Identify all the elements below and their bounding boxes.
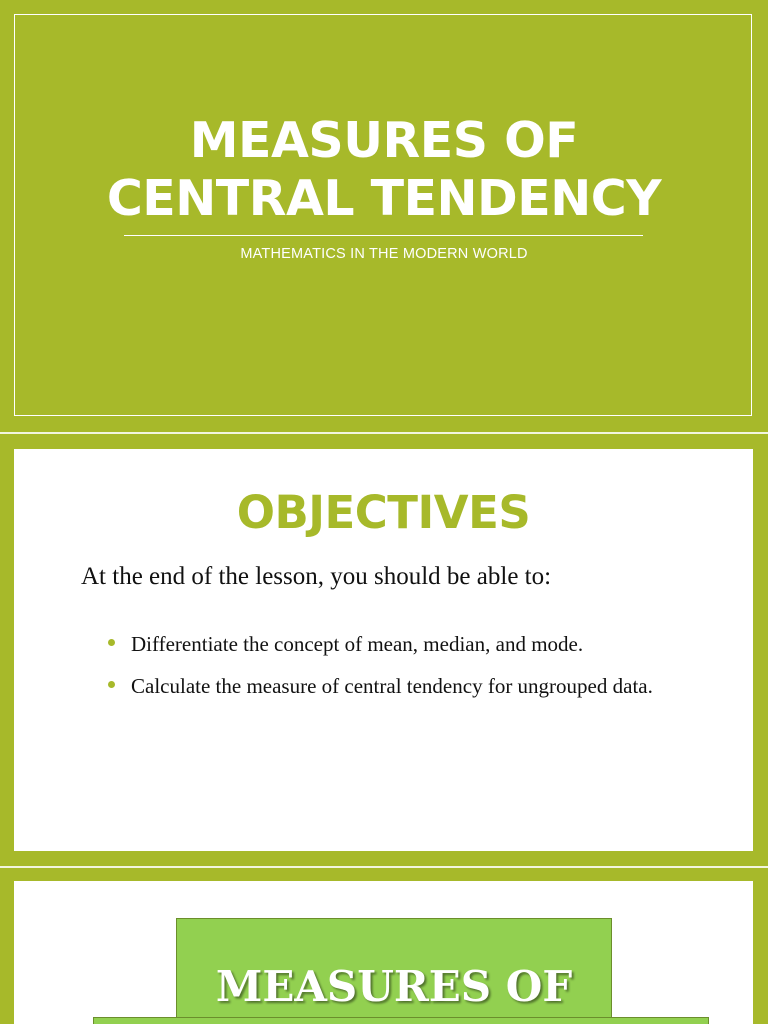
title-underline-rule [124,235,643,236]
slide-subtitle: MATHEMATICS IN THE MODERN WORLD [240,246,528,262]
measures-slide [14,881,753,1024]
objectives-list [108,623,708,707]
bullet-dot-icon [108,681,115,688]
slide-divider [0,866,768,868]
title-slide [0,0,768,432]
slide-title-line-2: CENTRAL TENDENCY [106,170,662,227]
slide-divider [0,432,768,434]
objectives-heading: OBJECTIVES [236,486,531,539]
objectives-intro-text: At the end of the lesson, you should be able to: [81,563,552,590]
bullet-dot-icon [108,639,115,646]
list-item [108,623,708,665]
list-item-text: Calculate the measure of central tendency for ungrouped data. [131,674,653,698]
list-item [108,665,708,707]
slide-title [0,112,768,228]
slide-title-line-1: MEASURES OF [189,112,579,169]
title-box-lower [93,1017,709,1024]
measures-heading: MEASURES OF [215,962,573,1011]
objectives-slide [14,449,753,851]
list-item-text: Differentiate the concept of mean, median, and mode. [131,632,584,656]
